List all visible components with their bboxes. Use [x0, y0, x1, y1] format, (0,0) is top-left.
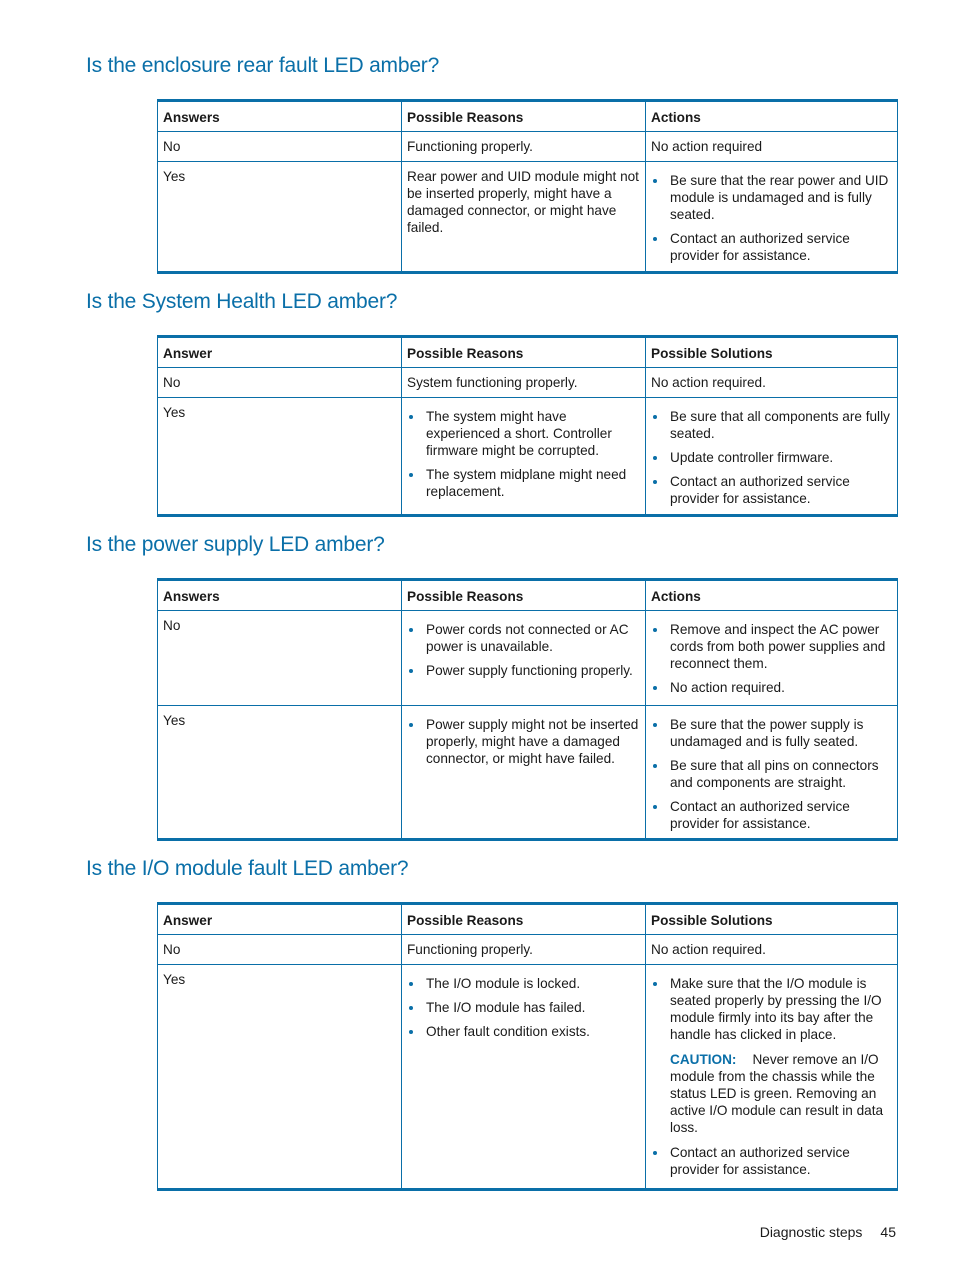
table-row: [158, 706, 898, 840]
table-row: [158, 368, 898, 398]
table-row: [158, 162, 898, 273]
column-header-actions: Actions: [646, 101, 898, 132]
answer-cell: No: [158, 611, 402, 706]
page-footer: [760, 1224, 896, 1240]
list-item: No action required.: [651, 679, 892, 696]
section-title-io-module-fault: Is the I/O module fault LED amber?: [86, 857, 409, 880]
column-header-answer: Answer: [158, 337, 402, 368]
page-number: 45: [880, 1224, 896, 1240]
list-item: The system midplane might need replacement.: [407, 466, 640, 500]
column-header-answers: Answers: [158, 101, 402, 132]
answer-cell: No: [158, 132, 402, 162]
caution-note: [651, 1051, 892, 1136]
answer-cell: Yes: [158, 162, 402, 273]
table-row: [158, 965, 898, 1190]
answer-cell: Yes: [158, 398, 402, 516]
table-header-row: [158, 101, 898, 132]
column-header-possible-reasons: Possible Reasons: [402, 101, 646, 132]
table-row: [158, 398, 898, 516]
reason-cell: [402, 611, 646, 706]
reason-cell: [402, 965, 646, 1190]
list-item: Contact an authorized service provider for assistance.: [651, 473, 892, 507]
caution-label: CAUTION:: [670, 1052, 737, 1067]
section-title-system-health: Is the System Health LED amber?: [86, 290, 398, 313]
reason-cell: Rear power and UID module might not be inserted properly, might have a damaged connector, or might have failed.: [402, 162, 646, 273]
action-cell: No action required.: [646, 935, 898, 965]
list-item: Be sure that the power supply is undamaged and is fully seated.: [651, 716, 892, 750]
column-header-possible-reasons: Possible Reasons: [402, 337, 646, 368]
reason-list: [407, 712, 640, 767]
action-cell: [646, 398, 898, 516]
list-item: Be sure that all components are fully seated.: [651, 408, 892, 442]
reason-list: [407, 971, 640, 1040]
column-header-possible-reasons: Possible Reasons: [402, 580, 646, 611]
action-list: [651, 971, 892, 1043]
action-cell: [646, 965, 898, 1190]
table-row: [158, 132, 898, 162]
list-item: Contact an authorized service provider for assistance.: [651, 230, 892, 264]
answer-cell: No: [158, 935, 402, 965]
list-item: The I/O module has failed.: [407, 999, 640, 1016]
column-header-actions: Actions: [646, 580, 898, 611]
table-system-health: [157, 335, 898, 517]
list-item: Be sure that all pins on connectors and components are straight.: [651, 757, 892, 791]
table-header-row: [158, 904, 898, 935]
list-item: Power cords not connected or AC power is unavailable.: [407, 621, 640, 655]
action-cell: [646, 162, 898, 273]
action-cell: No action required: [646, 132, 898, 162]
list-item: Contact an authorized service provider for assistance.: [651, 798, 892, 832]
list-item: Make sure that the I/O module is seated properly by pressing the I/O module firmly into its bay after the handle has clicked in place.: [651, 975, 892, 1043]
action-list: [651, 168, 892, 264]
section-title-power-supply: Is the power supply LED amber?: [86, 533, 385, 556]
reason-cell: [402, 398, 646, 516]
reason-cell: System functioning properly.: [402, 368, 646, 398]
caution-text: Never remove an I/O module from the chassis while the status LED is green. Removing an active I/O module can result in data loss.: [670, 1052, 884, 1135]
column-header-possible-reasons: Possible Reasons: [402, 904, 646, 935]
action-list: [651, 1144, 892, 1178]
table-io-module-fault: [157, 902, 898, 1191]
action-cell: No action required.: [646, 368, 898, 398]
table-header-row: [158, 337, 898, 368]
table-row: [158, 935, 898, 965]
reason-list: [407, 404, 640, 500]
table-header-row: [158, 580, 898, 611]
list-item: Power supply might not be inserted properly, might have a damaged connector, or might have failed.: [407, 716, 640, 767]
answer-cell: No: [158, 368, 402, 398]
list-item: Be sure that the rear power and UID module is undamaged and is fully seated.: [651, 172, 892, 223]
reason-cell: Functioning properly.: [402, 935, 646, 965]
column-header-possible-solutions: Possible Solutions: [646, 904, 898, 935]
reason-list: [407, 617, 640, 679]
list-item: Remove and inspect the AC power cords from both power supplies and reconnect them.: [651, 621, 892, 672]
action-list: [651, 712, 892, 832]
column-header-answers: Answers: [158, 580, 402, 611]
list-item: Power supply functioning properly.: [407, 662, 640, 679]
footer-section-name: Diagnostic steps: [759, 1224, 863, 1240]
action-list: [651, 617, 892, 696]
reason-cell: [402, 706, 646, 840]
list-item: Other fault condition exists.: [407, 1023, 640, 1040]
section-title-enclosure-rear-fault: Is the enclosure rear fault LED amber?: [86, 54, 440, 77]
table-enclosure-rear-fault: [157, 99, 898, 274]
table-row: [158, 611, 898, 706]
reason-cell: Functioning properly.: [402, 132, 646, 162]
answer-cell: Yes: [158, 965, 402, 1190]
list-item: Contact an authorized service provider for assistance.: [651, 1144, 892, 1178]
list-item: The I/O module is locked.: [407, 975, 640, 992]
column-header-answer: Answer: [158, 904, 402, 935]
action-list: [651, 404, 892, 507]
table-power-supply: [157, 578, 898, 841]
action-cell: [646, 611, 898, 706]
action-cell: [646, 706, 898, 840]
column-header-possible-solutions: Possible Solutions: [646, 337, 898, 368]
list-item: The system might have experienced a short. Controller firmware might be corrupted.: [407, 408, 640, 459]
list-item: Update controller firmware.: [651, 449, 892, 466]
answer-cell: Yes: [158, 706, 402, 840]
